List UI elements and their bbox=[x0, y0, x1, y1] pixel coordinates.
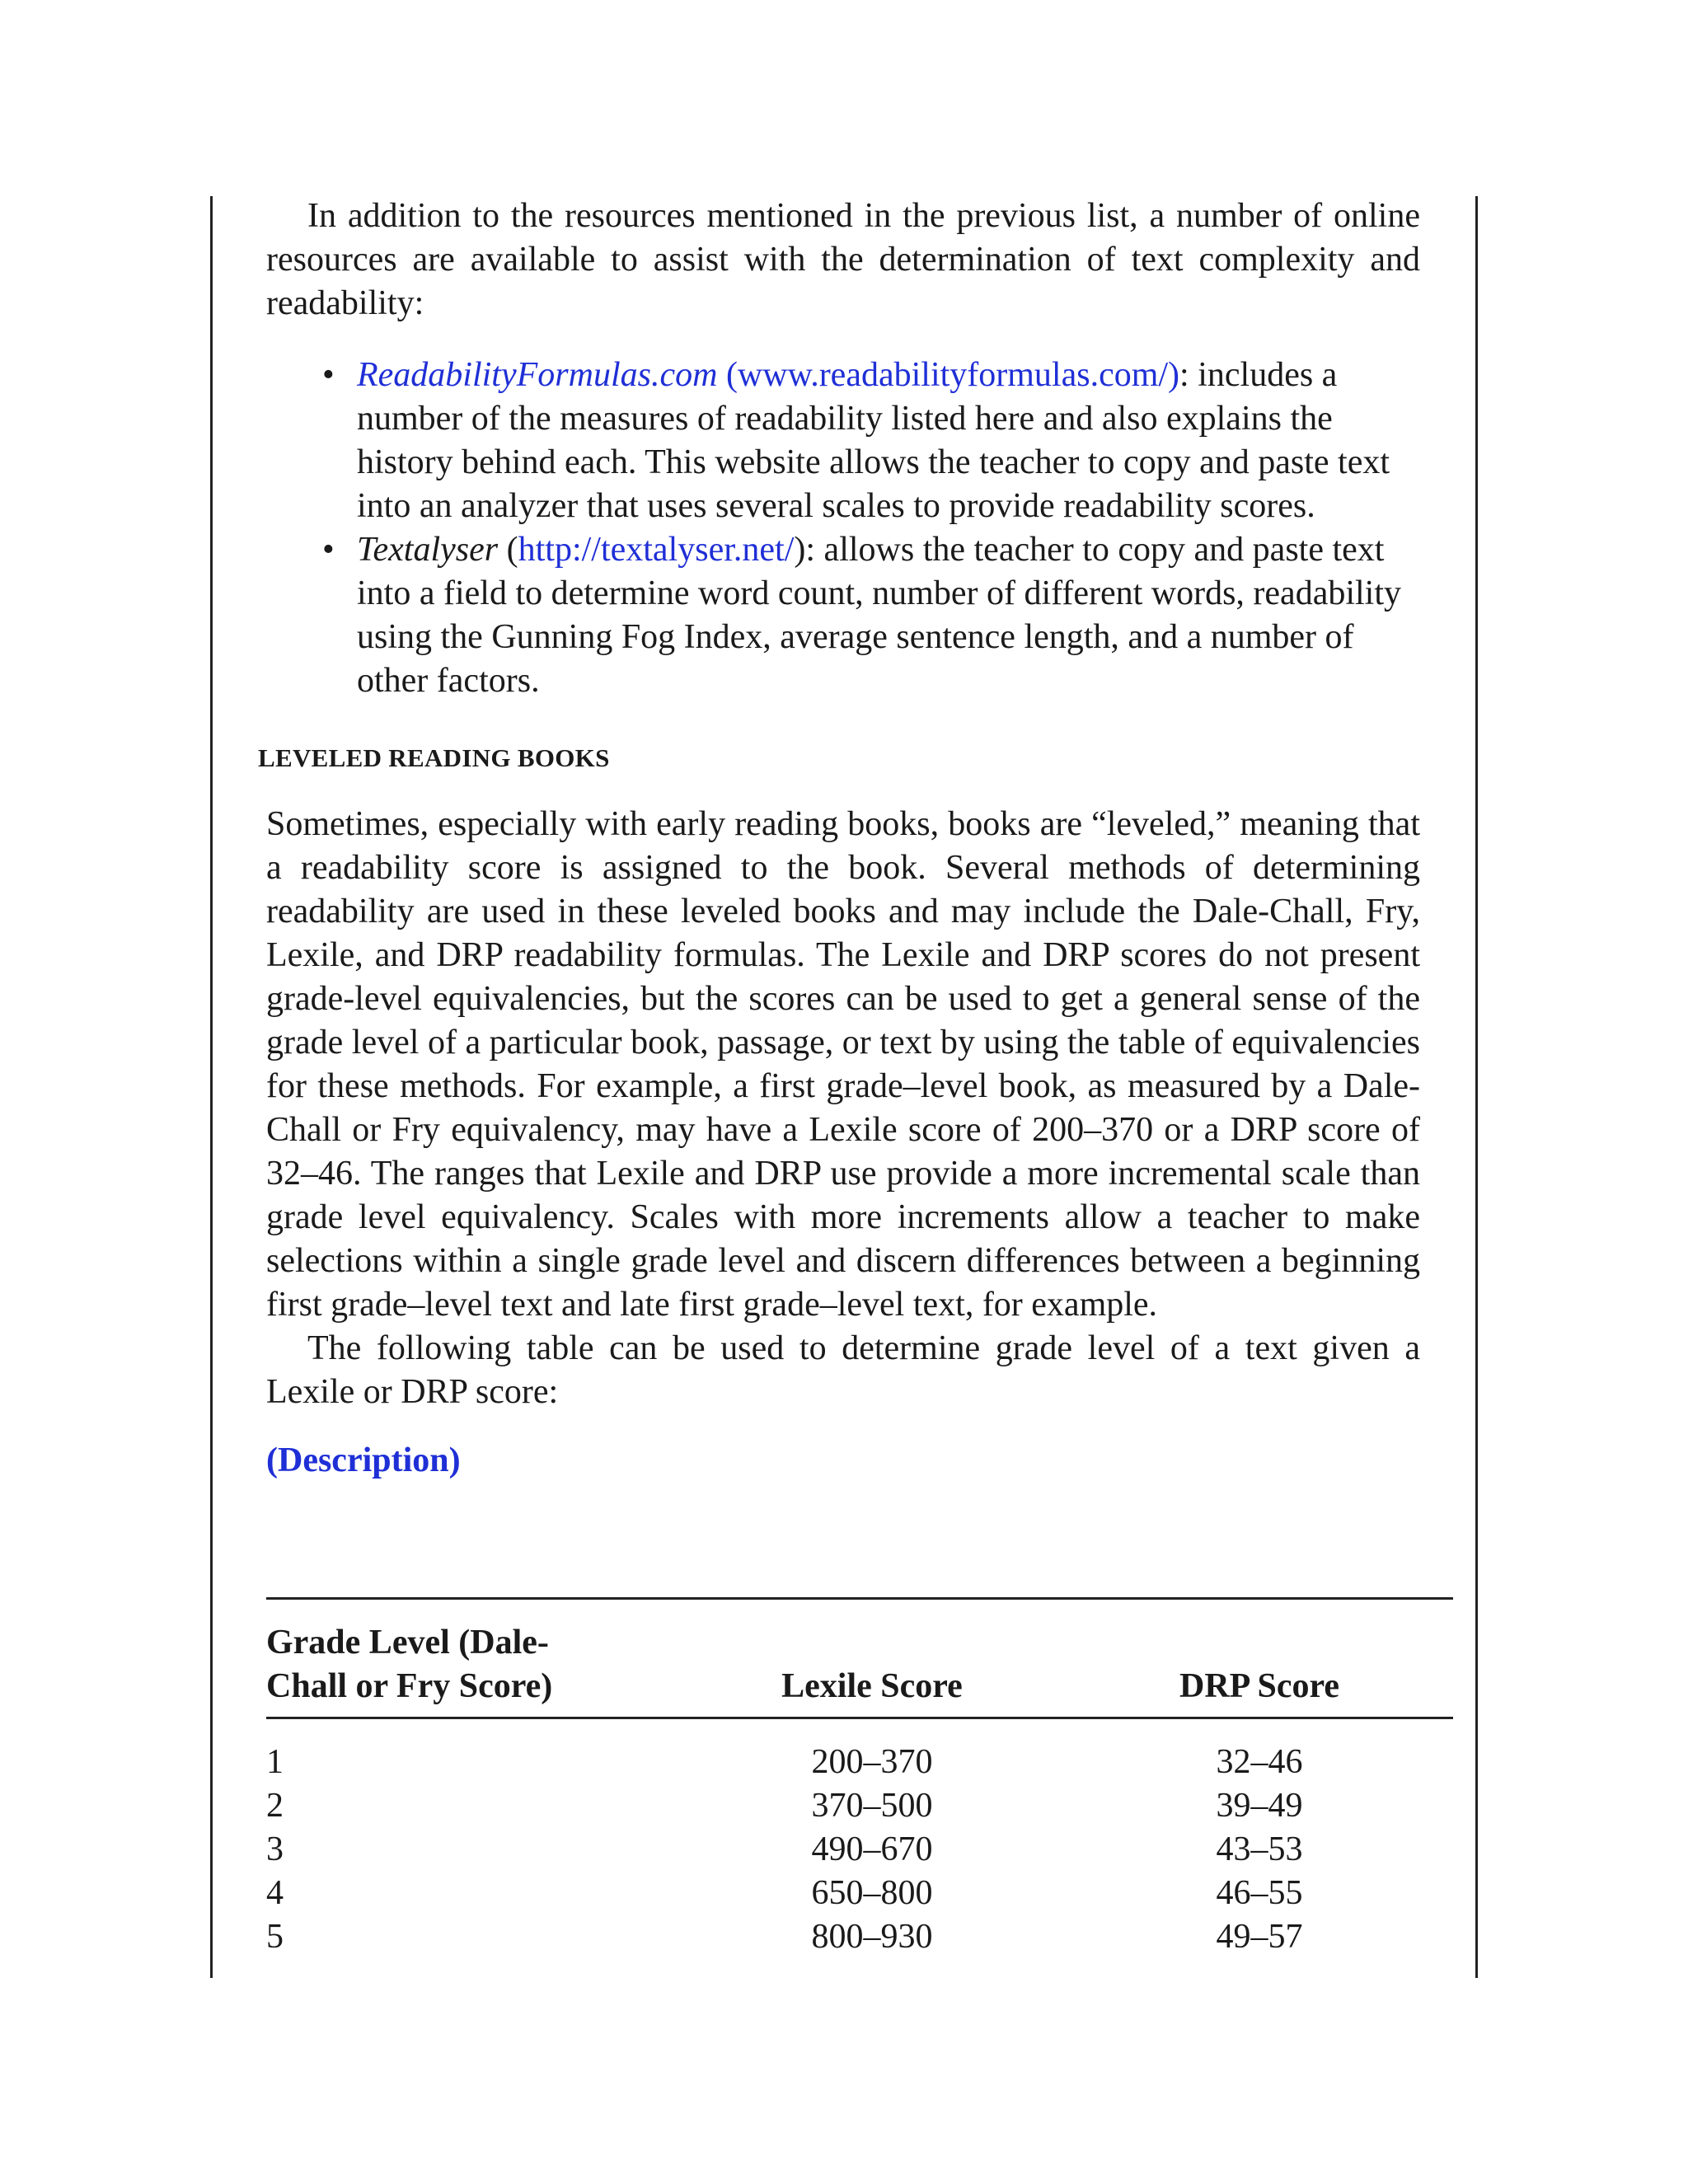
list-item bbox=[266, 528, 1420, 703]
cell-lexile: 490–670 bbox=[811, 1830, 933, 1868]
right-margin-rule bbox=[1475, 196, 1478, 1978]
leveled-books-paragraph: Sometimes, especially with early reading books, books are “leveled,” meaning that a readability score is assigned to the book. Several methods of determining readability are used in these leveled books and may include the Dale-Chall, Fry, Lexile, and DRP readability formulas. The Lexile and DRP scores do not present grade-level equivalencies, but the scores can be used to get a general sense of the grade level of a particular book, passage, or text by using the table of equivalencies for these methods. For example, a first grade–level book, as measured by a Dale-Chall or Fry equivalency, may have a Lexile score of 200–370 or a DRP score of 32–46. The ranges that Lexile and DRP use provide a more incremental scale than grade level equivalency. Scales with more increments allow a teacher to make selections within a single grade level and discern differences between a beginning first grade–level text and late first grade–level text, for example. bbox=[266, 805, 1420, 1324]
cell-grade: 1 bbox=[266, 1743, 284, 1781]
table-row bbox=[266, 1741, 1453, 1784]
cell-drp: 39–49 bbox=[1216, 1787, 1303, 1825]
cell-lexile: 200–370 bbox=[811, 1743, 933, 1781]
table-row bbox=[266, 1872, 1453, 1915]
cell-grade: 4 bbox=[266, 1874, 284, 1912]
intro-paragraph: In addition to the resources mentioned in the previous list, a number of online resources are available to assist with the determination of text complexity and readability: bbox=[266, 197, 1420, 322]
table-body bbox=[266, 1719, 1453, 1959]
cell-drp: 32–46 bbox=[1216, 1743, 1303, 1781]
cell-lexile: 370–500 bbox=[811, 1787, 933, 1825]
table-intro-paragraph: The following table can be used to determine grade level of a text given a Lexile or DRP score: bbox=[266, 1329, 1420, 1411]
header-grade: Grade Level (Dale- Chall or Fry Score) bbox=[266, 1624, 553, 1705]
left-margin-rule bbox=[210, 196, 213, 1978]
page-content bbox=[258, 194, 1420, 1483]
description-link[interactable]: (Description) bbox=[266, 1441, 461, 1479]
table-header-row bbox=[266, 1600, 1453, 1717]
section-heading: LEVELED READING BOOKS bbox=[258, 743, 610, 772]
resource-url-open: ( bbox=[498, 531, 518, 569]
table-row bbox=[266, 1784, 1453, 1828]
resource-name: Textalyser bbox=[357, 531, 499, 569]
equivalency-table bbox=[266, 1597, 1453, 1959]
bullet-icon: • bbox=[322, 356, 335, 394]
resource-url-link[interactable]: http://textalyser.net/ bbox=[518, 531, 795, 569]
resource-list bbox=[266, 354, 1420, 703]
resource-description: ): allows the teacher to copy and paste text into a field to determine word count, number of different words, readability using the Gunning Fog Index, average sentence length, and a number of other factors. bbox=[357, 531, 1402, 700]
cell-lexile: 650–800 bbox=[811, 1874, 933, 1912]
header-lexile: Lexile Score bbox=[781, 1667, 963, 1705]
table-row bbox=[266, 1915, 1453, 1959]
resource-url-link[interactable]: (www.readabilityformulas.com/) bbox=[725, 356, 1180, 394]
cell-grade: 2 bbox=[266, 1787, 284, 1825]
resource-name-link[interactable]: ReadabilityFormulas.com bbox=[357, 356, 718, 394]
list-item bbox=[266, 354, 1420, 528]
cell-lexile: 800–930 bbox=[811, 1918, 933, 1956]
cell-drp: 46–55 bbox=[1216, 1874, 1303, 1912]
resource-description: : includes a number of the measures of readability listed here and also explains the history behind each. This website allows the teacher to copy and paste text into an analyzer that uses several scales to provide readability scores. bbox=[357, 356, 1390, 525]
cell-grade: 3 bbox=[266, 1830, 284, 1868]
cell-grade: 5 bbox=[266, 1918, 284, 1956]
cell-drp: 49–57 bbox=[1216, 1918, 1303, 1956]
cell-drp: 43–53 bbox=[1216, 1830, 1303, 1868]
table-row bbox=[266, 1828, 1453, 1872]
header-drp: DRP Score bbox=[1179, 1667, 1340, 1705]
bullet-icon: • bbox=[322, 531, 335, 569]
